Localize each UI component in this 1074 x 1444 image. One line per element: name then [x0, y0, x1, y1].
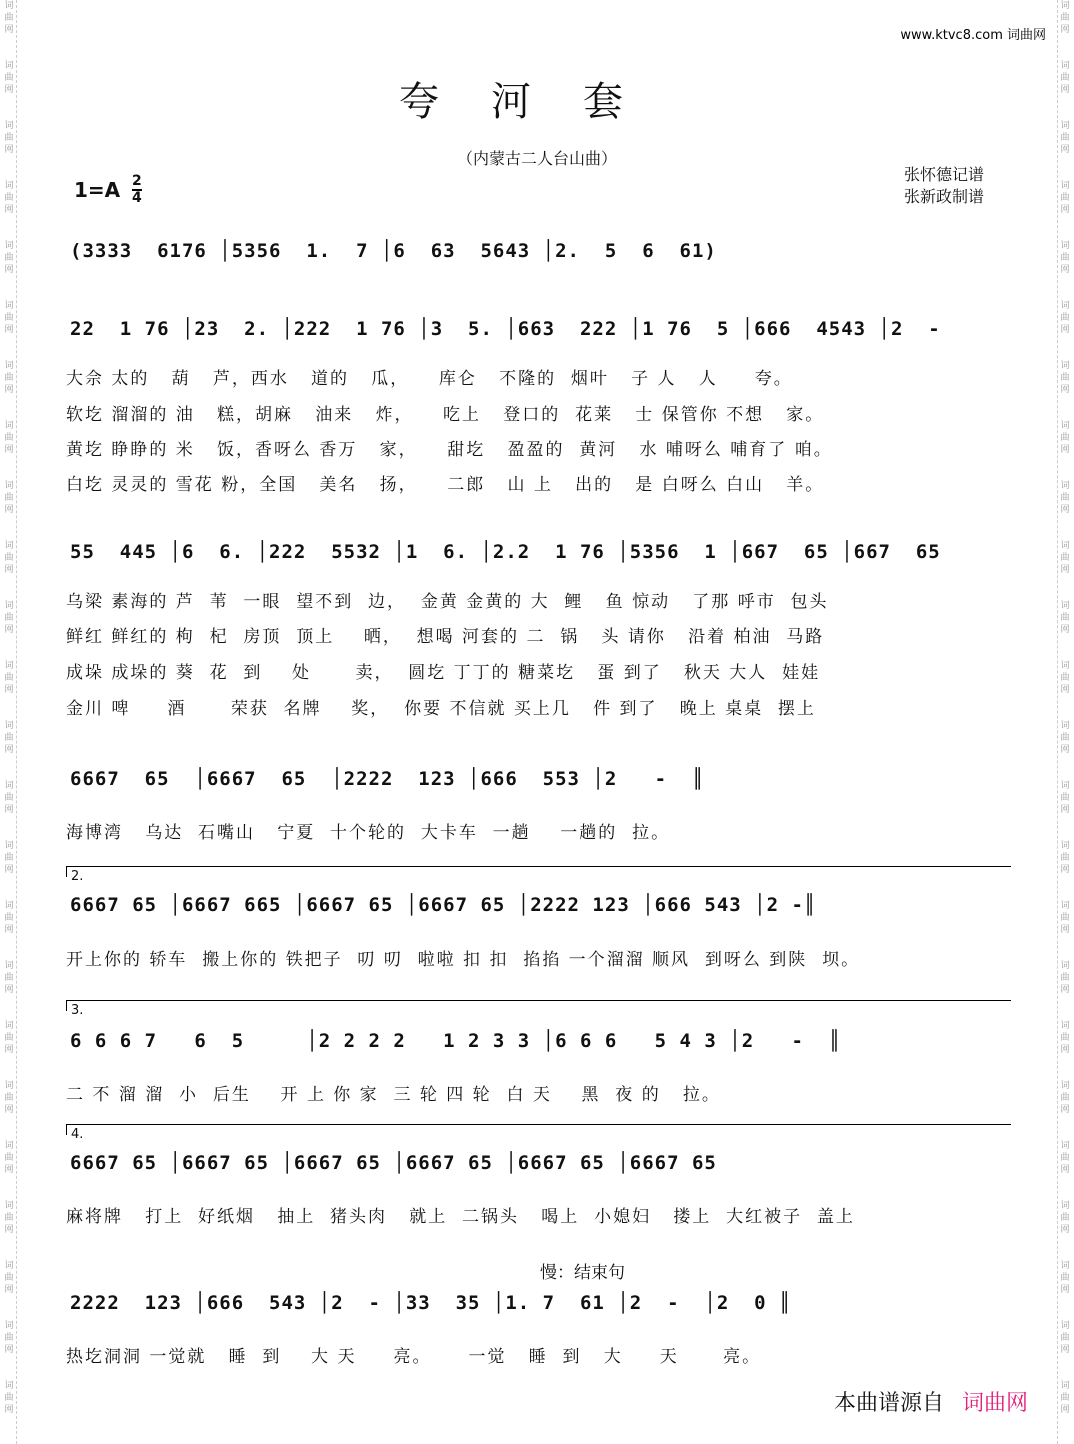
side-watermark-text: 词曲网: [1060, 61, 1070, 95]
side-watermark-text: 词曲网: [4, 1081, 14, 1115]
side-watermark-text: 词曲网: [1060, 541, 1070, 575]
time-bottom: 4: [132, 190, 142, 206]
side-watermark-text: 词曲网: [1060, 1, 1070, 35]
source-brand-link[interactable]: 词曲网: [961, 1391, 1028, 1416]
time-top: 2: [132, 173, 142, 189]
side-watermark-text: 词曲网: [1060, 361, 1070, 395]
side-watermark-text: 词曲网: [4, 961, 14, 995]
left-watermark-strip: [2, 0, 17, 1444]
side-watermark-text: 词曲网: [1060, 1381, 1070, 1415]
lyric-line: 热圪洞洞 一觉就 睡 到 大 天 亮。 一觉 睡 到 大 天 亮。: [66, 1347, 762, 1367]
tempo-marking: 慢：结束句: [540, 1263, 625, 1283]
side-watermark-text: 词曲网: [4, 1321, 14, 1355]
side-watermark-text: 词曲网: [1060, 961, 1070, 995]
lyric-line: 黄圪 睁睁的 米 饭，香呀么 香万 家， 甜圪 盈盈的 黄河 水 哺呀么 哺育了 咱。: [66, 440, 833, 460]
side-watermark-text: 词曲网: [4, 1261, 14, 1295]
lyric-line: 乌梁 素海的 芦 苇 一眼 望不到 边， 金黄 金黄的 大 鲤 鱼 惊动 了那 呼市 包头: [66, 592, 829, 612]
volta-bracket-2: [66, 866, 1011, 884]
key-signature: 1=A: [74, 178, 121, 202]
side-watermark-text: 词曲网: [1060, 661, 1070, 695]
side-watermark-text: 词曲网: [1060, 841, 1070, 875]
notation-row-volta-2: [66, 894, 1016, 934]
side-watermark-text: 词曲网: [4, 421, 14, 455]
side-watermark-text: 词曲网: [4, 181, 14, 215]
volta-bracket-4: [66, 1124, 1011, 1142]
lyric-line: 海博湾 乌达 石嘴山 宁夏 十个轮的 大卡车 一趟 一趟的 拉。: [66, 823, 671, 843]
notes-final: 2222 123 │666 543 │2 - │33 35 │1. 7 61 │2 - │2 0 ║: [70, 1292, 792, 1314]
side-watermark-text: 词曲网: [1060, 601, 1070, 635]
source-credit: [834, 1386, 1028, 1417]
side-watermark-text: 词曲网: [4, 541, 14, 575]
side-watermark-text: 词曲网: [1060, 181, 1070, 215]
side-watermark-text: 词曲网: [4, 1, 14, 35]
side-watermark-text: 词曲网: [4, 721, 14, 755]
side-watermark-text: 词曲网: [4, 481, 14, 515]
side-watermark-text: 词曲网: [1060, 301, 1070, 335]
lyric-line: 大佘 太的 葫 芦，西水 道的 瓜， 库仑 不隆的 烟叶 子 人 人 夸。: [66, 369, 793, 389]
lyric-line: 二 不 溜 溜 小 后生 开 上 你 家 三 轮 四 轮 白 天 黑 夜 的 拉。: [66, 1085, 721, 1105]
side-watermark-text: 词曲网: [1060, 1261, 1070, 1295]
side-watermark-text: 词曲网: [4, 661, 14, 695]
side-watermark-text: 词曲网: [4, 1021, 14, 1055]
site-url[interactable]: www.ktvc8.com 词曲网: [900, 28, 1046, 43]
lyric-line: 金川 啤 酒 荣获 名牌 奖， 你要 不信就 买上几 件 到了 晚上 桌桌 摆上: [66, 699, 816, 719]
side-watermark-text: 词曲网: [1060, 121, 1070, 155]
notation-row-2: [66, 541, 1016, 581]
notation-row-volta-3: [66, 1030, 1016, 1070]
lyric-line: 开上你的 轿车 搬上你的 铁把子 叨 叨 啦啦 扣 扣 掐掐 一个溜溜 顺风 到呀么 到陕 坝。: [66, 950, 861, 970]
side-watermark-text: 词曲网: [4, 841, 14, 875]
side-watermark-text: 词曲网: [1060, 481, 1070, 515]
notation-row-intro: [66, 240, 1016, 280]
side-watermark-text: 词曲网: [4, 1201, 14, 1235]
notes-volta-2: 6667 65 │6667 665 │6667 65 │6667 65 │2222 123 │666 543 │2 -║: [70, 894, 817, 916]
source-text: 本曲谱源自: [833, 1391, 944, 1416]
side-watermark-text: 词曲网: [1060, 721, 1070, 755]
credit-engraver: 张新政制谱: [903, 187, 984, 206]
right-watermark-strip: [1057, 0, 1072, 1444]
notes-row-3: 6667 65 │6667 65 │2222 123 │666 553 │2 - ║: [70, 768, 705, 790]
time-signature: [132, 174, 142, 206]
lyric-line: 成垛 成垛的 葵 花 到 处 卖， 圆圪 丁丁的 糖菜圪 蛋 到了 秋天 大人 娃娃: [66, 663, 821, 683]
side-watermark-text: 词曲网: [4, 121, 14, 155]
lyric-line: 软圪 溜溜的 油 糕，胡麻 油来 炸， 吃上 登口的 花莱 士 保管你 不想 家。: [66, 405, 825, 425]
side-watermark-text: 词曲网: [4, 301, 14, 335]
notes-row-2: 55 445 │6 6. │222 5532 │1 6. │2.2 1 76 │5356 1 │667 65 │667 65: [70, 541, 941, 563]
volta-bracket-3: [66, 1000, 1011, 1018]
side-watermark-text: 词曲网: [1060, 1081, 1070, 1115]
side-watermark-text: 词曲网: [4, 901, 14, 935]
side-watermark-text: 词曲网: [4, 1381, 14, 1415]
notes-volta-4: 6667 65 │6667 65 │6667 65 │6667 65 │6667 65 │6667 65: [70, 1152, 717, 1174]
side-watermark-text: 词曲网: [4, 241, 14, 275]
notes-volta-3: 6 6 6 7 6 5 │2 2 2 2 1 2 3 3 │6 6 6 5 4 3 │2 - ║: [70, 1030, 842, 1052]
side-watermark-text: 词曲网: [4, 781, 14, 815]
credits: [904, 164, 984, 208]
credit-transcriber: 张怀德记谱: [903, 165, 984, 184]
lyric-line: 麻将牌 打上 好纸烟 抽上 猪头肉 就上 二锅头 喝上 小媳妇 搂上 大红被子 盖上: [66, 1207, 855, 1227]
notes-intro: (3333 6176 │5356 1. 7 │6 63 5643 │2. 5 6 61): [70, 240, 717, 262]
notes-row-1: 22 1 76 │23 2. │222 1 76 │3 5. │663 222 │1 76 5 │666 4543 │2 -: [70, 318, 941, 340]
volta-label-2: 2.: [71, 869, 84, 884]
side-watermark-text: 词曲网: [4, 1141, 14, 1175]
side-watermark-text: 词曲网: [1060, 901, 1070, 935]
side-watermark-text: 词曲网: [1060, 1141, 1070, 1175]
side-watermark-text: 词曲网: [1060, 421, 1070, 455]
notation-row-volta-4: [66, 1152, 1016, 1192]
side-watermark-text: 词曲网: [4, 361, 14, 395]
notation-row-3: [66, 768, 1016, 808]
side-watermark-text: 词曲网: [4, 61, 14, 95]
volta-label-4: 4.: [71, 1127, 84, 1142]
side-watermark-text: 词曲网: [1060, 1021, 1070, 1055]
notation-row-final: [66, 1292, 1016, 1332]
side-watermark-text: 词曲网: [1060, 1201, 1070, 1235]
side-watermark-text: 词曲网: [1060, 781, 1070, 815]
volta-label-3: 3.: [71, 1003, 84, 1018]
lyric-line: 鲜红 鲜红的 枸 杞 房顶 顶上 晒， 想喝 河套的 二 锅 头 请你 沿着 柏油 马路: [66, 627, 825, 647]
side-watermark-text: 词曲网: [1060, 1321, 1070, 1355]
side-watermark-text: 词曲网: [1060, 241, 1070, 275]
lyric-line: 白圪 灵灵的 雪花 粉，全国 美名 扬， 二郎 山 上 出的 是 白呀么 白山 羊。: [66, 475, 825, 495]
side-watermark-text: 词曲网: [4, 601, 14, 635]
song-subtitle: （内蒙古二人台山曲）: [456, 149, 617, 168]
notation-row-1: [66, 318, 1016, 358]
song-title: 夸河套: [399, 79, 675, 125]
